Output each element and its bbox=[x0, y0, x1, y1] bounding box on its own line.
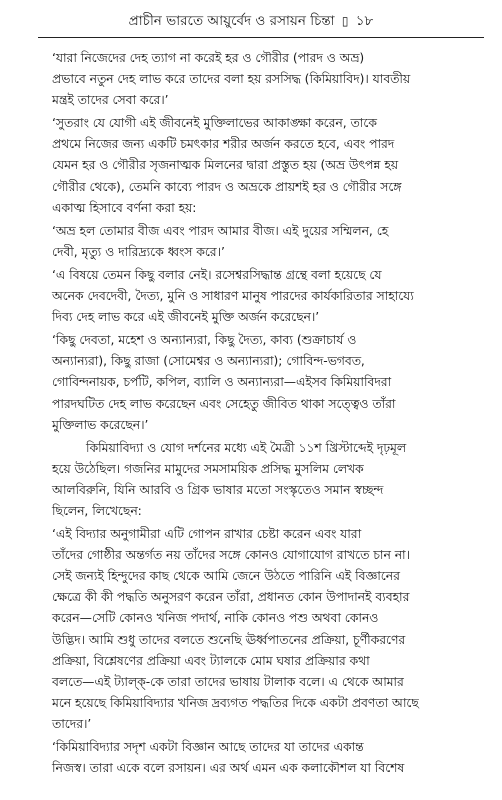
text-line: বলতে—এই ট্যাল্ক্‌-কে তারা তাদের ভাষায় টালাক বলে। এ থেকে আমার bbox=[52, 674, 404, 689]
text-line: ছিলেন, লিখেছেন: bbox=[52, 503, 142, 518]
quoted-paragraph bbox=[52, 113, 472, 218]
body-paragraph bbox=[52, 438, 502, 522]
text-line: তাঁদের গোষ্ঠীর অন্তর্গত নয় তাঁদের সঙ্গে কোনও যোগাযোগ রাখতে চান না। bbox=[52, 548, 411, 563]
quoted-paragraph bbox=[52, 265, 472, 328]
text-line: একাত্ম হিসাবে বর্ণনা করা হয়: bbox=[52, 200, 197, 215]
text-line: গৌরীর থেকে), তেমনি কাব্যে পারদ ও অভ্রকে প্রায়শই হর ও গৌরীর সঙ্গে bbox=[52, 179, 402, 194]
quoted-paragraph bbox=[52, 524, 472, 735]
quoted-paragraph bbox=[52, 737, 472, 779]
text-line: ‘অভ্র হল তোমার বীজ এবং পারদ আমার বীজ। এই দুয়ের সম্মিলন, হে bbox=[52, 223, 389, 238]
text-line: প্রক্রিয়া, বিশ্লেষণের প্রক্রিয়া এবং ট্যালকে মোম ঘষার প্রক্রিয়ার কথা bbox=[52, 653, 370, 668]
body-text bbox=[52, 48, 472, 781]
text-line: মুক্তিলাভ করেছেন।’ bbox=[52, 417, 149, 432]
header-separator: ▯ bbox=[341, 14, 349, 28]
text-line: ‘কিছু দেবতা, মহেশ ও অন্যান্যরা, কিছু দৈত্য, কাব্য (শুক্রাচার্য ও bbox=[52, 333, 357, 348]
text-line: মন্ত্রই তাদের সেবা করে।’ bbox=[52, 93, 169, 108]
text-line: ক্ষেত্রে কী কী পদ্ধতি অনুসরণ করেন তাঁরা, প্রধানত কোন উপাদানই ব্যবহার bbox=[52, 590, 410, 605]
text-line: দিব্য দেহ লাভ করে এই জীবনেই মুক্তি অর্জন করেছেন।’ bbox=[52, 310, 320, 325]
page-number: ১৮ bbox=[355, 13, 374, 29]
text-line: যেমন হর ও গৌরীর সৃজনাত্মক মিলনের দ্বারা প্রস্তুত হয় (অভ্র উৎপন্ন হয় bbox=[52, 158, 399, 173]
running-title: প্রাচীন ভারতে আয়ুর্বেদ ও রসায়ন চিন্তা bbox=[128, 13, 335, 29]
running-header bbox=[0, 12, 502, 30]
text-line: দেবী, মৃত্যু ও দারিদ্র্যকে ধ্বংস করে।’ bbox=[52, 244, 225, 259]
text-line: প্রভাবে নতুন দেহ লাভ করে তাদের বলা হয় রসসিদ্ধ (কিমিয়াবিদ)। যাবতীয় bbox=[52, 72, 411, 87]
text-line: আলবিরুনি, যিনি আরবি ও গ্রিক ভাষার মতো সংস্কৃতেও সমান স্বচ্ছন্দ bbox=[52, 482, 384, 497]
quoted-paragraph bbox=[52, 221, 472, 263]
text-line: সেই জন্যই হিন্দুদের কাছ থেকে আমি জেনে উঠতে পারিনি এই বিজ্ঞানের bbox=[52, 569, 400, 584]
text-line: নিজস্ব। তারা একে বলে রসায়ন। এর অর্থ এমন এক কলাকৌশল যা বিশেষ bbox=[52, 761, 405, 776]
text-line: হয়ে উঠেছিল। গজনির মামুদের সমসাময়িক প্রসিদ্ধ মুসলিম লেখক bbox=[52, 461, 364, 476]
text-line: অনেক দেবদেবী, দৈত্য, মুনি ও সাধারণ মানুষ পারদের কার্যকারিতার সাহায্যে bbox=[52, 289, 414, 304]
header-rule bbox=[38, 37, 484, 38]
text-line: তাদের।’ bbox=[52, 716, 92, 731]
text-line: করেন—সেটি কোনও খনিজ পদার্থ, নাকি কোনও পশু অথবা কোনও bbox=[52, 611, 379, 626]
text-line: মনে হয়েছে কিমিয়াবিদ্যার খনিজ দ্রব্যগত পদ্ধতির দিকে একটা প্রবণতা আছে bbox=[52, 695, 419, 710]
text-line: উদ্ভিদ। আমি শুধু তাদের বলতে শুনেছি ঊর্ধ্বপাতনের প্রক্রিয়া, চূর্ণীকরণের bbox=[52, 632, 406, 647]
text-line: অন্যান্যরা), কিছু রাজা (সোমেশ্বর ও অন্যান্যরা); গোবিন্দ-ভগবত, bbox=[52, 354, 365, 369]
text-line: কিমিয়াবিদ্যা ও যোগ দর্শনের মধ্যে এই মৈত্রী ১১শ খ্রিস্টাব্দেই দৃঢ়মূল bbox=[86, 440, 407, 455]
text-line: প্রথমে নিজের জন্য একটি চমৎকার শরীর অর্জন করতে হবে, এবং পারদ bbox=[52, 137, 395, 152]
text-line: ‘কিমিয়াবিদ্যার সদৃশ একটা বিজ্ঞান আছে তাদের যা তাদের একান্ত bbox=[52, 740, 364, 754]
text-line: ‘যারা নিজেদের দেহ ত্যাগ না করেই হর ও গৌরীর (পারদ ও অভ্র) bbox=[52, 51, 365, 65]
quoted-paragraph bbox=[52, 48, 472, 111]
text-line: গোবিন্দনায়ক, চর্পটি, কপিল, ব্যালি ও অন্যান্যরা—এইসব কিমিয়াবিদরা bbox=[52, 375, 392, 390]
text-line: ‘এই বিদ্যার অনুগামীরা এটি গোপন রাখার চেষ্টা করেন এবং যারা bbox=[52, 527, 362, 542]
text-line: ‘সুতরাং যে যোগী এই জীবনেই মুক্তিলাভের আকাঙ্ক্ষা করেন, তাকে bbox=[52, 116, 377, 131]
text-line: পারদঘটিত দেহ লাভ করেছেন এবং সেহেতু জীবিত থাকা সত্ত্বেও তাঁরা bbox=[52, 396, 396, 411]
quoted-paragraph bbox=[52, 330, 472, 435]
text-line: ‘এ বিষয়ে তেমন কিছু বলার নেই। রসেশ্বরসিদ্ধান্ত গ্রন্থে বলা হয়েছে যে bbox=[52, 267, 382, 282]
